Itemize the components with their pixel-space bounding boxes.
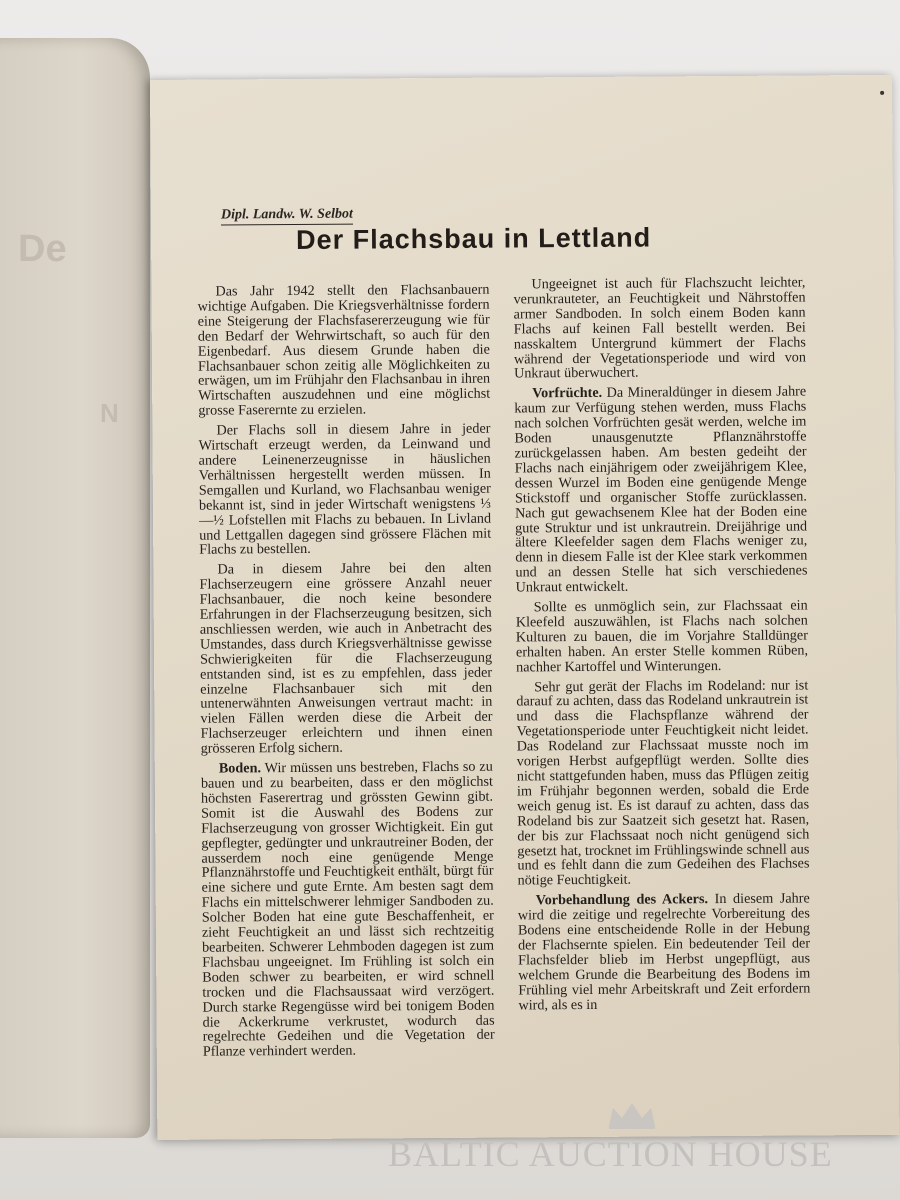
paragraph-text: Der Flachs soll in diesem Jahre in jeder Wirtschaft erzeugt werden, da Leinwand und andere Leinenerzeugnisse in häuslichen Verhältnissen hergestellt werden müssen. In Semgallen und Kurland, wo Flachsanbau weniger bekannt ist, sind in jeder Wirtschaft wenigstens ⅓—½ Lofstellen mit Flachs zu bebauen. In Livland und Lettgallen dagegen sind grössere Flächen mit Flachs zu bestellen. bbox=[198, 420, 492, 559]
paragraph-text: In diesem Jahre wird die zeitige und regelrechte Vorbereitung des Bodens eine entscheidende Rolle in der Hebung der Flachsernte spielen. Ein bedeutender Teil der Flachsfelder blieb im Herbst ungepflügt, aus welchem Grunde die Bearbeitung des Bodens im Frühling viel mehr Arbeitskraft und Zeit erfordern wird, als es in bbox=[517, 890, 811, 1014]
document-page bbox=[150, 75, 899, 1140]
paragraph-text: Da in diesem Jahre bei den alten Flachserzeugern eine grössere Anzahl neuer Flachsanbauer, die noch keine besondere Erfahrungen in der Flachserzeugung besitzen, sich anschliessen werden, wie auch in Anbetracht des Umstandes, dass durch Kriegsverhältnisse gewisse Schwierigkeiten für die Flachserzeugung entstanden sind, ist es zu empfehlen, dass jeder einzelne Flachsanbauer sich mit den untenerwähnten Anweisungen vertraut macht: in vielen Fällen werden diese die Arbeit der Flachserzeuger erleichtern und ihnen einen grösseren Erfolg sichern. bbox=[199, 559, 493, 757]
right-text-column bbox=[513, 275, 810, 1018]
paragraph bbox=[197, 283, 490, 419]
ink-dot bbox=[880, 91, 884, 95]
paragraph bbox=[198, 422, 491, 558]
paragraph-text: Sehr gut gerät der Flachs im Rodeland: nur ist darauf zu achten, dass das Rodeland unkrautrein ist und dass die Flachspflanze während der Vegetationsperiode unter Feuchtigkeit nicht leidet. Das Rodeland zur Flachssaat musste noch im vorigen Herbst aufgepflügt werden. Sollte dies nicht stattgefunden haben, muss das Pflügen zeitig im Frühjahr begonnen werden, sobald die Erde weich genug ist. Es ist darauf zu achten, dass das Rodeland bis zur Saatzeit sich gesetzt hat. Rasen, der bis zur Flachssaat noch nicht genügend sich gesetzt hat, trocknet im Frühlingswinde schnell aus und es fehlt dann die zum Gedeihen des Flachses nötige Feuchtigkeit. bbox=[516, 676, 810, 889]
paragraph bbox=[516, 598, 809, 675]
paragraph bbox=[516, 678, 809, 889]
paragraph-text: Wir müssen uns bestreben, Flachs so zu bauen und zu bearbeiten, dass er den möglichst höchsten Faserertrag und grössten Gewinn gibt. Somit ist die Auswahl des Bodens zur Flachserzeugung von grosser Wichtigkeit. Ein gut gepflegter, gedüngter und unkrautreiner Boden, der ausserdem noch eine genügende Menge Pflanznährstoffe und Feuchtigkeit enthält, bürgt für eine sichere und gute Ernte. Am besten sagt dem Flachs ein mittelschwerer lehmiger Sandboden zu. Solcher Boden hat eine gute Beschaffenheit, er zieht Feuchtigkeit an und lässt sich rechtzeitig bearbeiten. Schwerer Lehmboden dagegen ist zum Flachsbau ungeeignet. Im Frühling ist solch ein Boden schwer zu bearbeiten, er wird schnell trocken und die Flachsaussaat wird verzögert. Durch starke Regengüsse wird bei tonigem Boden die Ackerkrume verkrustet, wodurch das regelrechte Gedeihen und die Vegetation der Pflanze verhindert werden. bbox=[200, 758, 495, 1060]
author-byline: Dipl. Landw. W. Selbot bbox=[221, 207, 353, 226]
section-heading: Vorfrüchte. bbox=[532, 385, 603, 402]
article-title: Der Flachsbau in Lettland bbox=[296, 222, 652, 255]
paragraph-text: Das Jahr 1942 stellt den Flachsanbauern wichtige Aufgaben. Die Kriegsverhältnisse fordern eine Steigerung der Flachsfasererzeugung wie für den Bedarf der Wehrwirtschaft, so auch für den Eigenbedarf. Aus diesem Grunde haben die Flachsanbauer schon zeitig alle Möglichkeiten zu erwägen, um im Frühjahr den Flachsanbau in ihren Wirtschaften auszudehnen und eine möglichst grosse Faserernte zu erzielen. bbox=[197, 281, 491, 419]
paragraph-text: Ungeeignet ist auch für Flachszucht leichter, verunkrauteter, an Feuchtigkeit und Nährstoffen armer Sandboden. In solch einem Boden kann Flachs auf keinen Fall bestellt werden. Bei nasskaltem Untergrund kümmert der Flachs während der Vegetationsperiode und wird von Unkraut überwuchert. bbox=[513, 274, 807, 382]
paragraph bbox=[201, 760, 495, 1060]
section-heading: Vorbehandlung des Ackers. bbox=[535, 891, 709, 909]
left-page-ghost-text: De bbox=[18, 228, 67, 270]
paragraph-text: Da Mineraldünger in diesem Jahre kaum zur Verfügung stehen werden, muss Flachs nach solchen Vorfrüchten gesät werden, welche im Boden unausgenutzte Pflanznährstoffe zurückgelassen haben. Am besten gedeiht der Flachs nach einjährigem oder zweijährigem Klee, dessen Wurzel im Boden eine genügende Menge Stickstoff und organischer Stoffe zurücklassen. Nach gut gewachsenem Klee hat der Boden eine gute Struktur und ist unkrautrein. Dreijährige und ältere Kleefelder sagen dem Flachs weniger zu, denn in diesem Falle ist der Klee stark verkommen und an dessen Stelle hat sich verschiedenes Unkraut entwickelt. bbox=[514, 383, 808, 596]
section-heading: Boden. bbox=[218, 760, 262, 777]
paragraph bbox=[514, 385, 807, 596]
paragraph-text: Sollte es unmöglich sein, zur Flachssaat ein Kleefeld auszuwählen, ist Flachs nach solchen Kulturen zu bauen, die im Vorjahre Stalldünger erhalten haben. An erster Stelle kommen Rüben, nachher Kartoffel und Winterungen. bbox=[515, 597, 809, 676]
paragraph bbox=[199, 561, 492, 757]
left-facing-page bbox=[0, 38, 150, 1138]
left-text-column bbox=[197, 283, 494, 1065]
paragraph bbox=[518, 892, 811, 1013]
left-page-ghost-text: N bbox=[100, 398, 119, 428]
watermark-text: BALTIC AUCTION HOUSE bbox=[388, 1134, 833, 1174]
paragraph bbox=[513, 275, 806, 381]
crown-icon bbox=[605, 1100, 659, 1130]
